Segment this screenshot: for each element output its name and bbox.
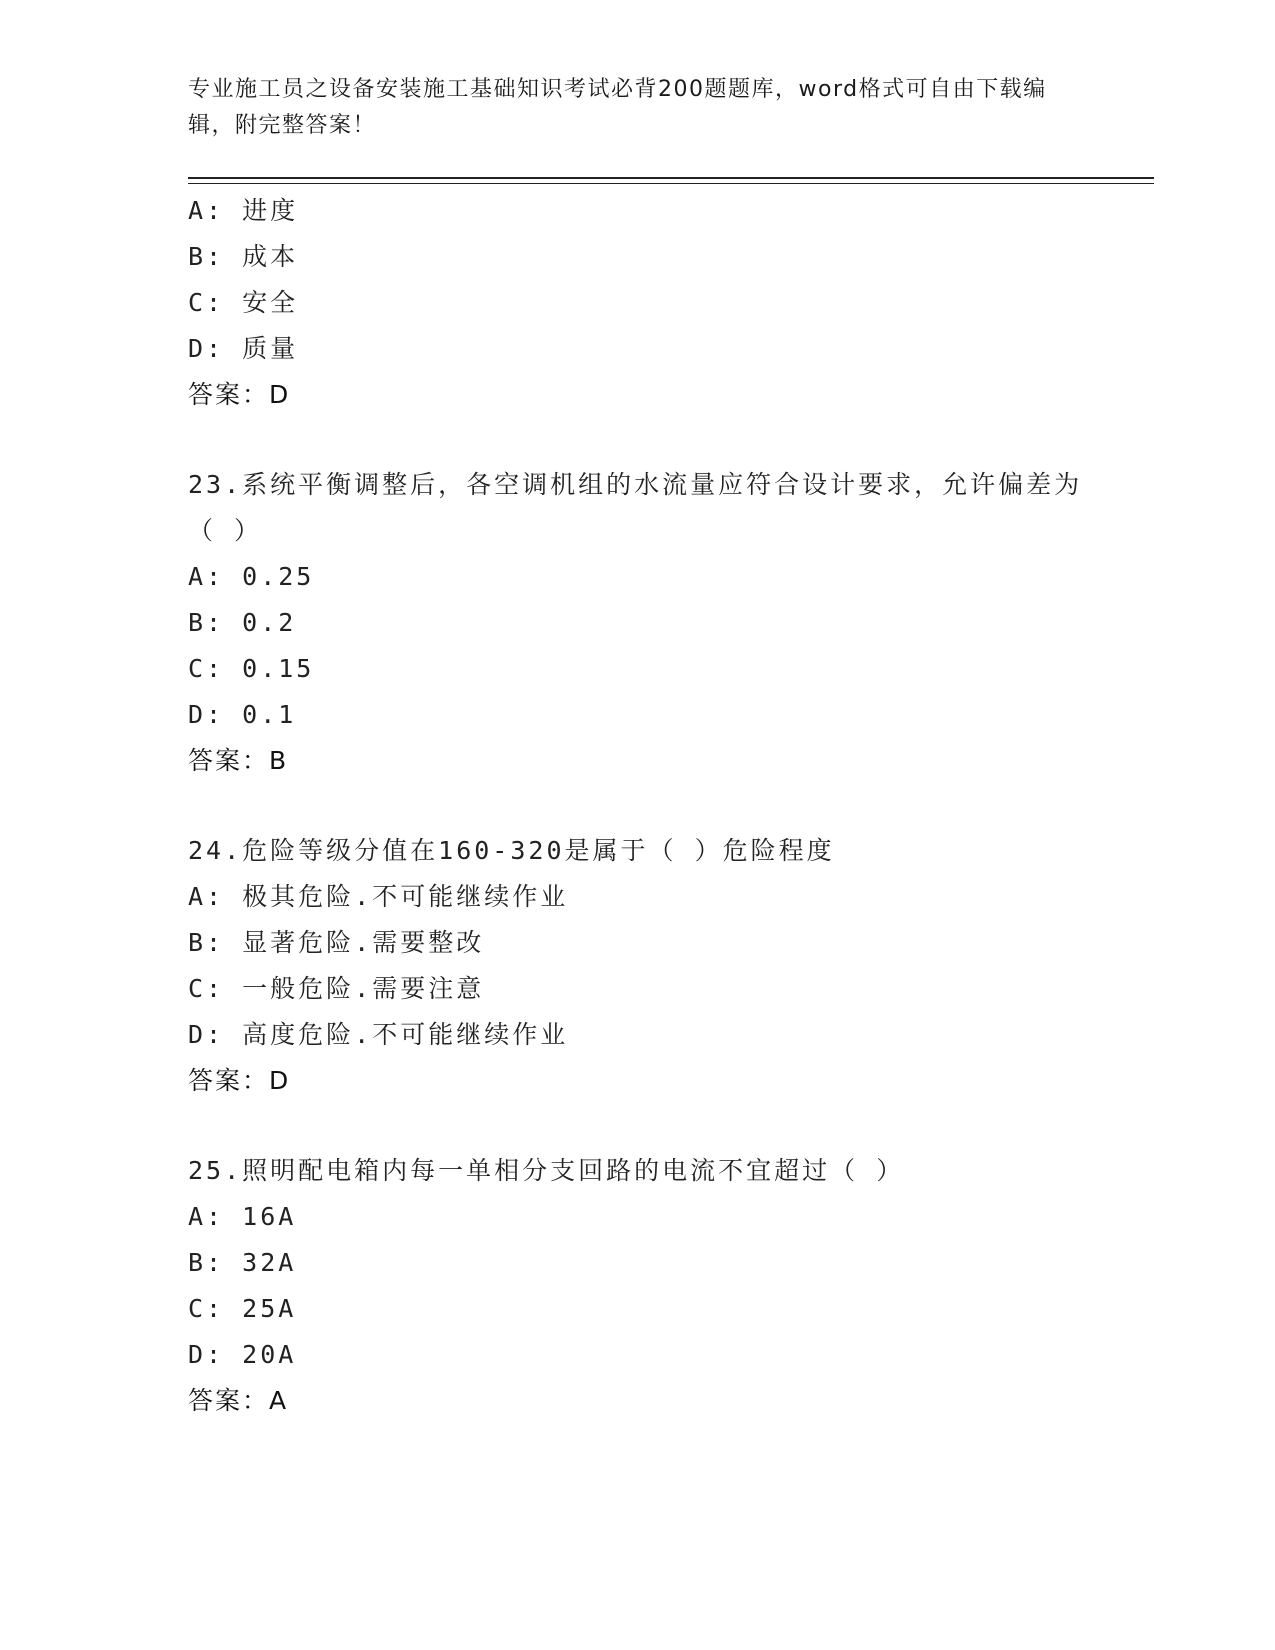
option-d: D: 质量 — [188, 334, 299, 363]
answer-line: 答案：D — [188, 380, 291, 409]
option-b: B: 成本 — [188, 242, 299, 271]
question-stem: 25.照明配电箱内每一单相分支回路的电流不宜超过（ ） — [188, 1156, 905, 1185]
option-d: D: 20A — [188, 1340, 297, 1369]
question-23-block — [188, 462, 1088, 784]
option-c: C: 一般危险.需要注意 — [188, 974, 485, 1003]
option-d: D: 高度危险.不可能继续作业 — [188, 1020, 569, 1049]
question-content — [188, 188, 1088, 1424]
option-c: C: 0.15 — [188, 654, 315, 683]
option-c: C: 安全 — [188, 288, 299, 317]
option-b: B: 显著危险.需要整改 — [188, 928, 485, 957]
header-rule-thick — [188, 177, 1154, 179]
question-stem: 23.系统平衡调整后，各空调机组的水流量应符合设计要求，允许偏差为（ ） — [188, 470, 1083, 545]
header-rule-thin — [188, 183, 1154, 184]
question-25-block — [188, 1148, 1088, 1424]
option-a: A: 极其危险.不可能继续作业 — [188, 882, 569, 911]
document-header-title: 专业施工员之设备安装施工基础知识考试必背200题题库，word格式可自由下载编辑，附完整答案！ — [188, 77, 1047, 138]
question-24-block — [188, 828, 1088, 1104]
option-c: C: 25A — [188, 1294, 297, 1323]
option-b: B: 32A — [188, 1248, 297, 1277]
option-b: B: 0.2 — [188, 608, 297, 637]
spacer — [188, 1104, 1088, 1148]
answer-line: 答案：B — [188, 746, 289, 775]
question-stem: 24.危险等级分值在160-320是属于（ ）危险程度 — [188, 836, 835, 865]
option-a: A: 0.25 — [188, 562, 315, 591]
option-a: A: 进度 — [188, 196, 299, 225]
option-a: A: 16A — [188, 1202, 297, 1231]
answer-line: 答案：D — [188, 1066, 291, 1095]
answer-line: 答案：A — [188, 1386, 289, 1415]
option-d: D: 0.1 — [188, 700, 297, 729]
question-22-block — [188, 188, 1088, 418]
spacer — [188, 418, 1088, 462]
spacer — [188, 784, 1088, 828]
